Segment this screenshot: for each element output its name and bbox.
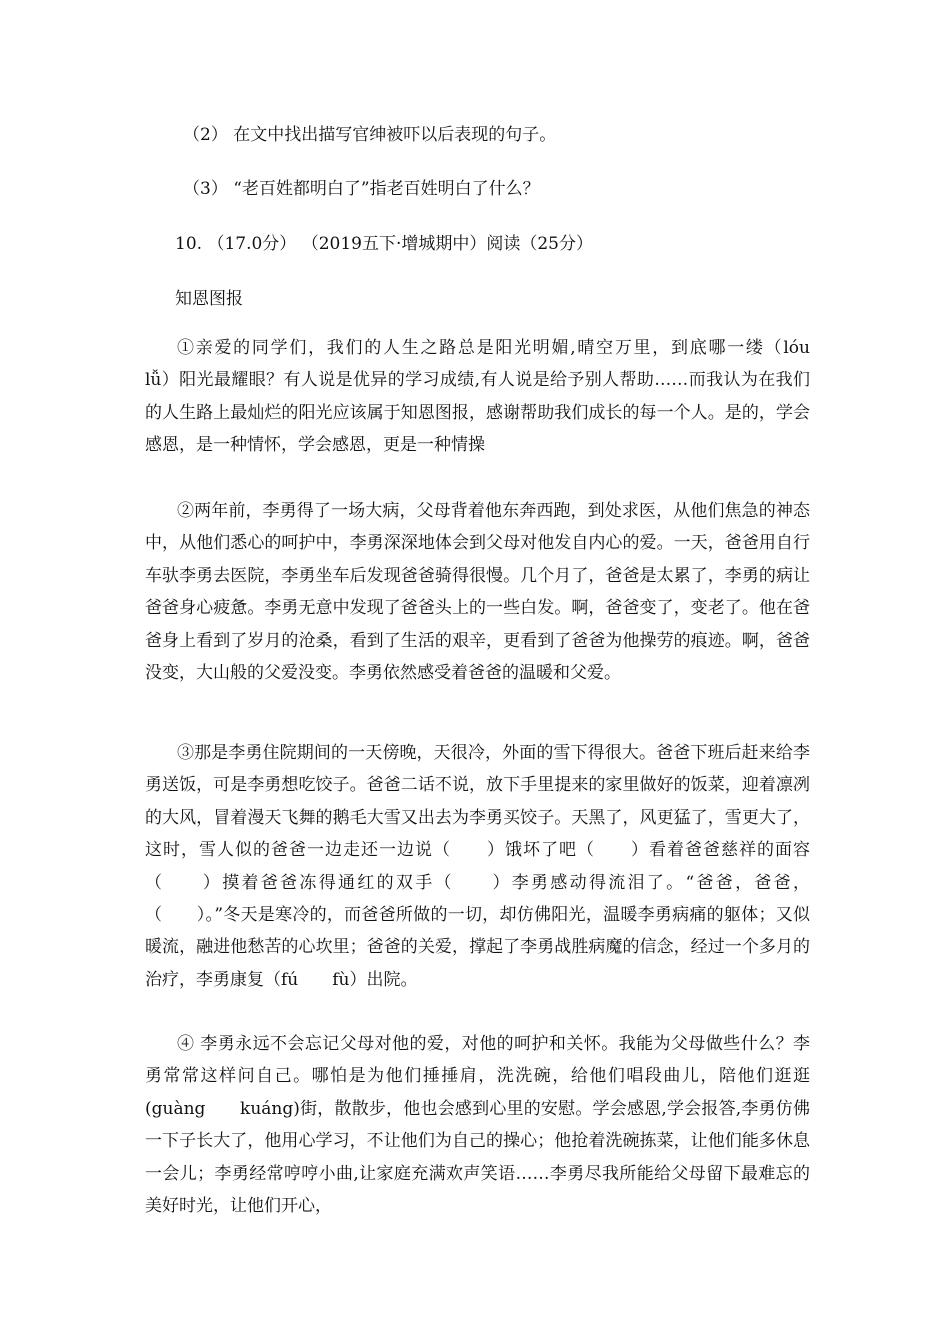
article-title: 知恩图报 xyxy=(175,289,243,309)
paragraph-1: ①亲爱的同学们，我们的人生之路总是阳光明媚,晴空万里，到底哪一缕（lóu lǚ）阳光最耀眼？有人说是优异的学习成绩,有人说是给予别人帮助……而我认为在我们的人生路上最灿烂的阳光应该属于知恩图报，感谢帮助我们成长的每一个人。是的，学会感恩，是一种情怀，学会感恩，更是一种情操 xyxy=(145,338,844,456)
question-2: （2） 在文中找出描写官绅被吓以后表现的句子。 xyxy=(183,125,557,145)
paragraph-3: ③那是李勇住院期间的一天傍晚，天很冷，外面的雪下得很大。爸爸下班后赶来给李勇送饭，可是李勇想吃饺子。爸爸二话不说，放下手里提来的家里做好的饭菜，迎着凛冽的大风，冒着漫天飞舞的鹅毛大雪又出去为李勇买饺子。天黑了，风更猛了，雪更大了，这时，雪人似的爸爸一边走还一边说（ ）饿坏了吧（ ）看着爸爸慈祥的面容（ ）摸着爸爸冻得通红的双手（ ）李勇感动得流泪了。“爸爸，爸爸，（ ）。”冬天是寒冷的，而爸爸所做的一切，却仿佛阳光，温暖李勇病痛的躯体；又似暖流，融进他愁苦的心坎里；爸爸的关爱，撑起了李勇战胜病魔的信念，经过一个多月的治疗，李勇康复（fú fù）出院。 xyxy=(145,743,810,990)
paragraph-2: ②两年前，李勇得了一场大病，父母背着他东奔西跑，到处求医，从他们焦急的神态中，从他们悉心的呵护中，李勇深深地体会到父母对他发自内心的爱。一天，爸爸用自行车驮李勇去医院，李勇坐车后发现爸爸骑得很慢。几个月了，爸爸是太累了，李勇的病让爸爸身心疲惫。李勇无意中发现了爸爸头上的一些白发。啊，爸爸变了，变老了。他在爸爸身上看到了岁月的沧桑，看到了生活的艰辛，更看到了爸爸为他操劳的痕迹。啊，爸爸没变，大山般的父爱没变。李勇依然感受着爸爸的温暖和父爱。 xyxy=(145,501,810,684)
paragraph-4: ④ 李勇永远不会忘记父母对他的爱，对他的呵护和关怀。我能为父母做些什么？李勇常常这样问自己。哪怕是为他们捶捶肩，洗洗碗，给他们唱段曲儿，陪他们逛逛(guàng kuáng)街，散散步，他也会感到心里的安慰。学会感恩,学会报答,李勇仿佛一下子长大了，他用心学习，不让他们为自己的操心；他抢着洗碗拣菜，让他们能多休息一会儿；李勇经常哼哼小曲,让家庭充满欢声笑语……李勇尽我所能给父母留下最难忘的美好时光，让他们开心， xyxy=(145,1034,810,1217)
question-3: （3） “老百姓都明白了”指老百姓明白了什么？ xyxy=(183,179,540,199)
problem-10-header: 10. （17.0分） （2019五下·增城期中）阅读（25分） xyxy=(175,234,593,254)
